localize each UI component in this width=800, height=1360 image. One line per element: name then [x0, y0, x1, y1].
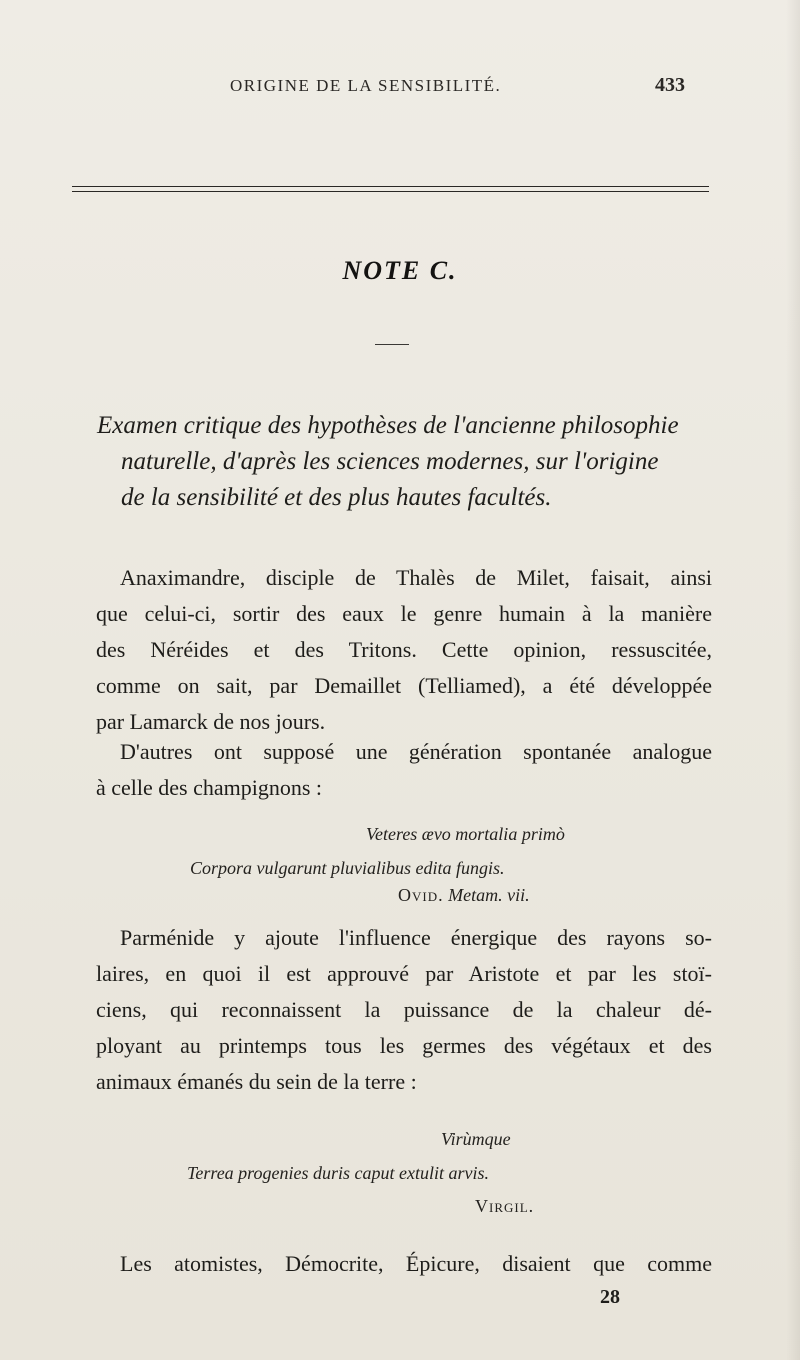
heading-divider	[375, 344, 409, 345]
citation-work: Metam. vii.	[448, 885, 530, 905]
quote-line: Terrea progenies duris caput extulit arvis.	[187, 1163, 489, 1183]
quote-line: Virùmque	[441, 1129, 511, 1149]
signature-mark: 28	[600, 1286, 620, 1308]
header-rule-top	[72, 186, 709, 187]
paragraph-line: laires, en quoi il est approuvé par Aristote et par les stoï-	[96, 961, 712, 986]
paragraph-line: ployant au printemps tous les germes des végétaux et des	[96, 1033, 712, 1058]
running-title: ORIGINE DE LA SENSIBILITÉ.	[230, 76, 502, 95]
running-head	[0, 76, 800, 104]
note-heading: NOTE C.	[342, 256, 458, 285]
quote-citation-ovid	[398, 885, 530, 906]
page-number: 433	[655, 74, 685, 96]
note-subtitle	[97, 408, 737, 516]
paragraph-atomistes	[96, 1246, 712, 1282]
subtitle-line: Examen critique des hypothèses de l'ancienne philosophie	[97, 412, 679, 439]
paragraph-line: animaux émanés du sein de la terre :	[96, 1069, 417, 1094]
citation-author: Ovid.	[398, 885, 444, 905]
paragraph-line: à celle des champignons :	[96, 775, 323, 800]
paragraph-line: Parménide y ajoute l'influence énergique des rayons so-	[120, 925, 712, 950]
paragraph-line: que celui-ci, sortir des eaux le genre humain à la manière	[96, 601, 712, 626]
paragraph-generation-spontanee	[96, 734, 712, 806]
paragraph-line: Anaximandre, disciple de Thalès de Milet, faisait, ainsi	[120, 565, 712, 590]
paragraph-line: Les atomistes, Démocrite, Épicure, disaient que comme	[120, 1251, 712, 1276]
quote-ovid	[190, 817, 630, 885]
paragraph-anaximandre	[96, 560, 712, 740]
paragraph-line: D'autres ont supposé une génération spontanée analogue	[120, 739, 712, 764]
header-rule-bottom	[72, 191, 709, 192]
paragraph-parmenide	[96, 920, 712, 1100]
quote-virgil	[187, 1122, 627, 1190]
subtitle-line: de la sensibilité et des plus hautes facultés.	[121, 484, 552, 511]
paragraph-line: par Lamarck de nos jours.	[96, 709, 326, 734]
paragraph-line: ciens, qui reconnaissent la puissance de la chaleur dé-	[96, 997, 712, 1022]
quote-line: Corpora vulgarunt pluvialibus edita fungis.	[190, 858, 505, 878]
paragraph-line: des Néréides et des Tritons. Cette opinion, ressuscitée,	[96, 637, 712, 662]
paragraph-line: comme on sait, par Demaillet (Telliamed), a été développée	[96, 673, 712, 698]
quote-citation-virgil: Virgil.	[475, 1196, 535, 1216]
quote-line: Veteres ævo mortalia primò	[366, 824, 565, 844]
subtitle-line: naturelle, d'après les sciences modernes, sur l'origine	[121, 448, 659, 475]
page-spine-shadow	[786, 0, 800, 1360]
